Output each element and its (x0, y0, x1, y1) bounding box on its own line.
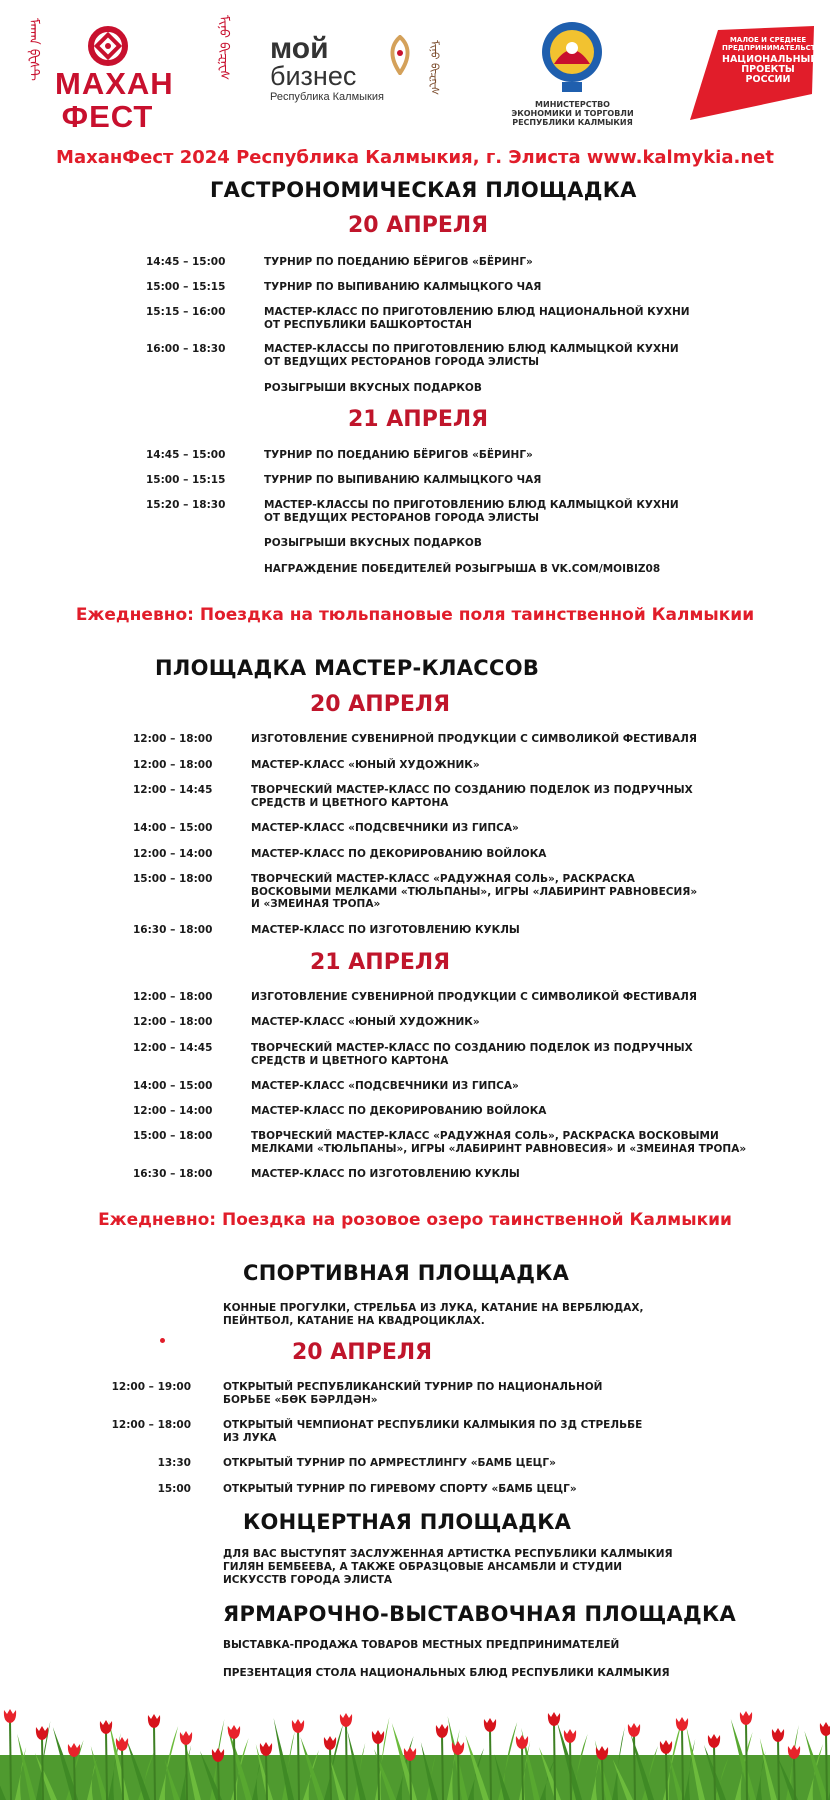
tulip-flower-icon (548, 1712, 560, 1726)
tulip-stem (666, 1751, 667, 1800)
national-projects-text (722, 36, 827, 85)
schedule-description: ОТКРЫТЫЙ ТУРНИР ПО АРМРЕСТЛИНГУ «БАМБ ЦЕЦГ» (223, 1457, 556, 1469)
schedule-time: 15:15 – 16:00 (146, 306, 226, 318)
tulip-stem (42, 1737, 43, 1800)
schedule-time: 12:00 – 14:45 (133, 784, 213, 796)
schedule-description: МАСТЕР-КЛАССЫ ПО ПРИГОТОВЛЕНИЮ БЛЮД КАЛМЫЦКОЙ КУХНИ (264, 499, 679, 511)
tulip-flower-icon (708, 1734, 720, 1748)
schedule-time: 13:30 (157, 1457, 191, 1469)
schedule-description: МАСТЕР-КЛАСС ПО ДЕКОРИРОВАНИЮ ВОЙЛОКА (251, 848, 547, 860)
tulip-flower-icon (292, 1719, 304, 1733)
tulip-stem (570, 1740, 571, 1800)
mahanfest-logo (55, 25, 174, 134)
tulip-stem (826, 1733, 827, 1800)
schedule-description: СРЕДСТВ И ЦВЕТНОГО КАРТОНА (251, 1054, 449, 1067)
tulip-stem (154, 1725, 155, 1800)
schedule-time: 12:00 – 19:00 (111, 1381, 191, 1393)
schedule-description: ТВОРЧЕСКИЙ МАСТЕР-КЛАСС ПО СОЗДАНИЮ ПОДЕЛОК ИЗ ПОДРУЧНЫХ (251, 784, 693, 796)
schedule-time: 12:00 – 18:00 (133, 991, 213, 1003)
sport-day: 20 АПРЕЛЯ (292, 1340, 433, 1365)
fair-title: ЯРМАРОЧНО-ВЫСТАВОЧНАЯ ПЛОЩАДКА (223, 1602, 737, 1626)
mongolian-script-mid: ᠮᠢᠨᠦ ᠪᠢᠽᠨᠧᠰ (216, 15, 231, 81)
tulip-stem (378, 1741, 379, 1800)
schedule-time: 12:00 – 18:00 (133, 759, 213, 771)
logo-biz-line-2: бизнес (270, 61, 357, 91)
tulip-flower-icon (660, 1740, 672, 1754)
gastro-day1: 20 АПРЕЛЯ (348, 213, 489, 238)
tulip-stem (330, 1747, 331, 1800)
national-projects-logo (688, 24, 827, 120)
schedule-time: 15:00 – 15:15 (146, 281, 226, 293)
schedule-description: МАСТЕР-КЛАСС «ЮНЫЙ ХУДОЖНИК» (251, 759, 480, 771)
schedule-description: МАСТЕР-КЛАССЫ ПО ПРИГОТОВЛЕНИЮ БЛЮД КАЛМЫЦКОЙ КУХНИ (264, 343, 679, 355)
ministry-label (505, 100, 640, 127)
schedule-time: 12:00 – 18:00 (111, 1419, 191, 1431)
tulip-stem (266, 1753, 267, 1800)
concert-line-1: ДЛЯ ВАС ВЫСТУПЯТ ЗАСЛУЖЕННАЯ АРТИСТКА РЕСПУБЛИКИ КАЛМЫКИЯ (223, 1548, 673, 1560)
tulip-flower-icon (740, 1711, 752, 1725)
schedule-description: ТУРНИР ПО ПОЕДАНИЮ БЁРИГОВ «БЁРИНГ» (264, 449, 533, 461)
mongolian-script-biz: ᠮᠢᠨᠦ ᠪᠢᠽᠨᠧᠰ (428, 40, 441, 96)
headline: МаханФест 2024 Республика Калмыкия, г. Элиста www.kalmykia.net (56, 147, 774, 168)
tulip-stem (218, 1759, 219, 1800)
schedule-description: ОТ ВЕДУЩИХ РЕСТОРАНОВ ГОРОДА ЭЛИСТЫ (264, 511, 540, 524)
schedule-description: РОЗЫГРЫШИ ВКУСНЫХ ПОДАРКОВ (264, 382, 482, 394)
ministry-line-2: ЭКОНОМИКИ И ТОРГОВЛИ (511, 109, 634, 118)
tulip-stem (346, 1724, 347, 1800)
mongolian-script-left: ᠮᠠᠬᠠᠨ ᠹᠧᠰᠲ (26, 18, 41, 81)
schedule-time: 12:00 – 18:00 (133, 1016, 213, 1028)
schedule-time: 16:30 – 18:00 (133, 924, 213, 936)
schedule-description: МЕЛКАМИ «ТЮЛЬПАНЫ», ИГРЫ «ЛАБИРИНТ РАВНОВЕСИЯ» И «ЗМЕИНАЯ ТРОПА» (251, 1142, 747, 1155)
tulip-flower-icon (4, 1709, 16, 1723)
schedule-description: МАСТЕР-КЛАСС «ПОДСВЕЧНИКИ ИЗ ГИПСА» (251, 822, 519, 834)
tulip-stem (602, 1757, 603, 1800)
np-big-1: НАЦИОНАЛЬНЫЕ (722, 54, 817, 65)
biz-emblem-icon (385, 35, 415, 75)
concert-line-2: ГИЛЯН БЕМБЕЕВА, А ТАКЖЕ ОБРАЗЦОВЫЕ АНСАМБЛИ И СТУДИИ (223, 1561, 623, 1573)
tulip-stem (122, 1748, 123, 1800)
schedule-description: БОРЬБЕ «БӨК БӘРЛДӘН» (223, 1393, 378, 1406)
schedule-description: МАСТЕР-КЛАСС «ПОДСВЕЧНИКИ ИЗ ГИПСА» (251, 1080, 519, 1092)
schedule-description: ОТКРЫТЫЙ РЕСПУБЛИКАНСКИЙ ТУРНИР ПО НАЦИОНАЛЬНОЙ (223, 1381, 603, 1393)
schedule-description: И «ЗМЕИНАЯ ТРОПА» (251, 898, 381, 910)
tulip-stem (714, 1745, 715, 1800)
tulip-stem (746, 1722, 747, 1800)
tulip-flower-icon (324, 1736, 336, 1750)
fair-item-1: ВЫСТАВКА-ПРОДАЖА ТОВАРОВ МЕСТНЫХ ПРЕДПРИНИМАТЕЛЕЙ (223, 1639, 620, 1651)
schedule-description: МАСТЕР-КЛАСС ПО ДЕКОРИРОВАНИЮ ВОЙЛОКА (251, 1105, 547, 1117)
tulip-flower-icon (100, 1720, 112, 1734)
np-big-2: ПРОЕКТЫ (741, 64, 795, 75)
tulip-stem (634, 1734, 635, 1800)
tulip-stem (458, 1752, 459, 1800)
tulip-flower-icon (564, 1729, 576, 1743)
np-small-2: ПРЕДПРИНИМАТЕЛЬСТВО (722, 44, 827, 52)
schedule-time: 15:00 – 15:15 (146, 474, 226, 486)
schedule-description: ИЗГОТОВЛЕНИЕ СУВЕНИРНОЙ ПРОДУКЦИИ С СИМВОЛИКОЙ ФЕСТИВАЛЯ (251, 991, 697, 1003)
schedule-time: 14:00 – 15:00 (133, 1080, 213, 1092)
schedule-description: ТВОРЧЕСКИЙ МАСТЕР-КЛАСС «РАДУЖНАЯ СОЛЬ», РАСКРАСКА (251, 873, 635, 885)
tulip-stem (298, 1730, 299, 1800)
tulip-flower-icon (484, 1718, 496, 1732)
tulip-flower-icon (628, 1723, 640, 1737)
sport-title: СПОРТИВНАЯ ПЛОЩАДКА (243, 1261, 570, 1285)
tulip-stem (778, 1739, 779, 1800)
logo-biz-line-3: Республика Калмыкия (270, 91, 384, 103)
tulip-flower-icon (340, 1713, 352, 1727)
schedule-time: 16:00 – 18:30 (146, 343, 226, 355)
gastro-day2: 21 АПРЕЛЯ (348, 407, 489, 432)
schedule-time: 15:00 – 18:00 (133, 1130, 213, 1142)
endless-knot-icon (87, 25, 129, 67)
tulip-flower-icon (820, 1722, 830, 1736)
tulip-stem (522, 1746, 523, 1800)
schedule-description: ТУРНИР ПО ВЫПИВАНИЮ КАЛМЫЦКОГО ЧАЯ (264, 474, 542, 486)
ministry-line-1: МИНИСТЕРСТВО (535, 100, 610, 109)
gastro-title: ГАСТРОНОМИЧЕСКАЯ ПЛОЩАДКА (210, 178, 637, 202)
tulip-stem (442, 1735, 443, 1800)
schedule-time: 15:00 – 18:00 (133, 873, 213, 885)
schedule-description: ТУРНИР ПО ПОЕДАНИЮ БЁРИГОВ «БЁРИНГ» (264, 256, 533, 268)
schedule-description: ОТ РЕСПУБЛИКИ БАШКОРТОСТАН (264, 318, 472, 331)
schedule-time: 12:00 – 14:00 (133, 1105, 213, 1117)
schedule-description: РОЗЫГРЫШИ ВКУСНЫХ ПОДАРКОВ (264, 537, 482, 549)
np-small-1: МАЛОЕ И СРЕДНЕЕ (729, 36, 807, 44)
schedule-time: 14:45 – 15:00 (146, 449, 226, 461)
tulip-flower-icon (516, 1735, 528, 1749)
schedule-description: ОТКРЫТЫЙ ТУРНИР ПО ГИРЕВОМУ СПОРТУ «БАМБ ЦЕЦГ» (223, 1483, 577, 1495)
sport-intro-1: КОННЫЕ ПРОГУЛКИ, СТРЕЛЬБА ИЗ ЛУКА, КАТАНИЕ НА ВЕРБЛЮДАХ, (223, 1302, 644, 1314)
logo-biz-line-1: мой (270, 32, 329, 65)
master-title: ПЛОЩАДКА МАСТЕР-КЛАССОВ (155, 656, 540, 680)
daily-pink-lake-trip: Ежедневно: Поездка на розовое озеро таинственной Калмыкии (98, 1210, 732, 1230)
schedule-description: ТВОРЧЕСКИЙ МАСТЕР-КЛАСС ПО СОЗДАНИЮ ПОДЕЛОК ИЗ ПОДРУЧНЫХ (251, 1042, 693, 1054)
schedule-time: 14:00 – 15:00 (133, 822, 213, 834)
schedule-description: ИЗ ЛУКА (223, 1431, 277, 1444)
ministry-line-3: РЕСПУБЛИКИ КАЛМЫКИЯ (512, 118, 633, 127)
tulip-flower-icon (676, 1717, 688, 1731)
schedule-description: МАСТЕР-КЛАСС «ЮНЫЙ ХУДОЖНИК» (251, 1016, 480, 1028)
schedule-time: 12:00 – 14:00 (133, 848, 213, 860)
schedule-description: МАСТЕР-КЛАСС ПО ИЗГОТОВЛЕНИЮ КУКЛЫ (251, 924, 520, 936)
schedule-time: 16:30 – 18:00 (133, 1168, 213, 1180)
tulip-stem (234, 1736, 235, 1800)
tulip-field-illustration (0, 1695, 830, 1800)
schedule-description: ТВОРЧЕСКИЙ МАСТЕР-КЛАСС «РАДУЖНАЯ СОЛЬ», РАСКРАСКА ВОСКОВЫМИ (251, 1130, 719, 1142)
daily-tulip-trip: Ежедневно: Поездка на тюльпановые поля таинственной Калмыкии (75, 605, 755, 625)
tulip-flower-icon (36, 1726, 48, 1740)
tulip-stem (794, 1756, 795, 1800)
tulip-stem (74, 1754, 75, 1800)
logo-word-1: МАХАН (55, 66, 174, 101)
tulip-stem (682, 1728, 683, 1800)
fair-item-2: ПРЕЗЕНТАЦИЯ СТОЛА НАЦИОНАЛЬНЫХ БЛЮД РЕСПУБЛИКИ КАЛМЫКИЯ (223, 1667, 670, 1679)
tulip-flower-icon (148, 1714, 160, 1728)
schedule-description: ТУРНИР ПО ВЫПИВАНИЮ КАЛМЫЦКОГО ЧАЯ (264, 281, 542, 293)
schedule-description: ОТКРЫТЫЙ ЧЕМПИОНАТ РЕСПУБЛИКИ КАЛМЫКИЯ ПО 3Д СТРЕЛЬБЕ (223, 1419, 643, 1431)
schedule-description: ИЗГОТОВЛЕНИЕ СУВЕНИРНОЙ ПРОДУКЦИИ С СИМВОЛИКОЙ ФЕСТИВАЛЯ (251, 733, 697, 745)
master-day2: 21 АПРЕЛЯ (310, 950, 451, 975)
schedule-description: ВОСКОВЫМИ МЕЛКАМИ «ТЮЛЬПАНЫ», ИГРЫ «ЛАБИРИНТ РАВНОВЕСИЯ» (251, 885, 698, 898)
sport-intro-2: ПЕЙНТБОЛ, КАТАНИЕ НА КВАДРОЦИКЛАХ. (223, 1315, 485, 1327)
schedule-time: 14:45 – 15:00 (146, 256, 226, 268)
schedule-time: 15:00 (157, 1483, 191, 1495)
schedule-description: МАСТЕР-КЛАСС ПО ИЗГОТОВЛЕНИЮ КУКЛЫ (251, 1168, 520, 1180)
schedule-description: МАСТЕР-КЛАСС ПО ПРИГОТОВЛЕНИЮ БЛЮД НАЦИОНАЛЬНОЙ КУХНИ (264, 306, 690, 318)
concert-line-3: ИСКУССТВ ГОРОДА ЭЛИСТА (223, 1574, 392, 1586)
schedule-description: НАГРАЖДЕНИЕ ПОБЕДИТЕЛЕЙ РОЗЫГРЫША В VK.COM/MOIBIZ08 (264, 563, 661, 575)
tulip-flower-icon (436, 1724, 448, 1738)
tulip-stem (10, 1720, 11, 1800)
bullet-dot (160, 1338, 165, 1343)
tulip-stem (186, 1742, 187, 1800)
schedule-description: СРЕДСТВ И ЦВЕТНОГО КАРТОНА (251, 796, 449, 809)
tulip-stem (490, 1729, 491, 1800)
tulip-flower-icon (180, 1731, 192, 1745)
tulip-stem (106, 1731, 107, 1800)
np-big-3: РОССИИ (745, 74, 791, 85)
schedule-time: 12:00 – 18:00 (133, 733, 213, 745)
tulip-stem (410, 1758, 411, 1800)
tulip-flower-icon (372, 1730, 384, 1744)
schedule-description: ОТ ВЕДУЩИХ РЕСТОРАНОВ ГОРОДА ЭЛИСТЫ (264, 355, 540, 368)
schedule-time: 15:20 – 18:30 (146, 499, 226, 511)
master-day1: 20 АПРЕЛЯ (310, 692, 451, 717)
tulip-stem (554, 1723, 555, 1800)
tulip-flower-icon (260, 1742, 272, 1756)
tulip-flower-icon (772, 1728, 784, 1742)
concert-title: КОНЦЕРТНАЯ ПЛОЩАДКА (243, 1510, 572, 1534)
logo-word-2: ФЕСТ (61, 99, 154, 134)
schedule-time: 12:00 – 14:45 (133, 1042, 213, 1054)
kalmykia-coat-of-arms-icon (540, 16, 604, 96)
